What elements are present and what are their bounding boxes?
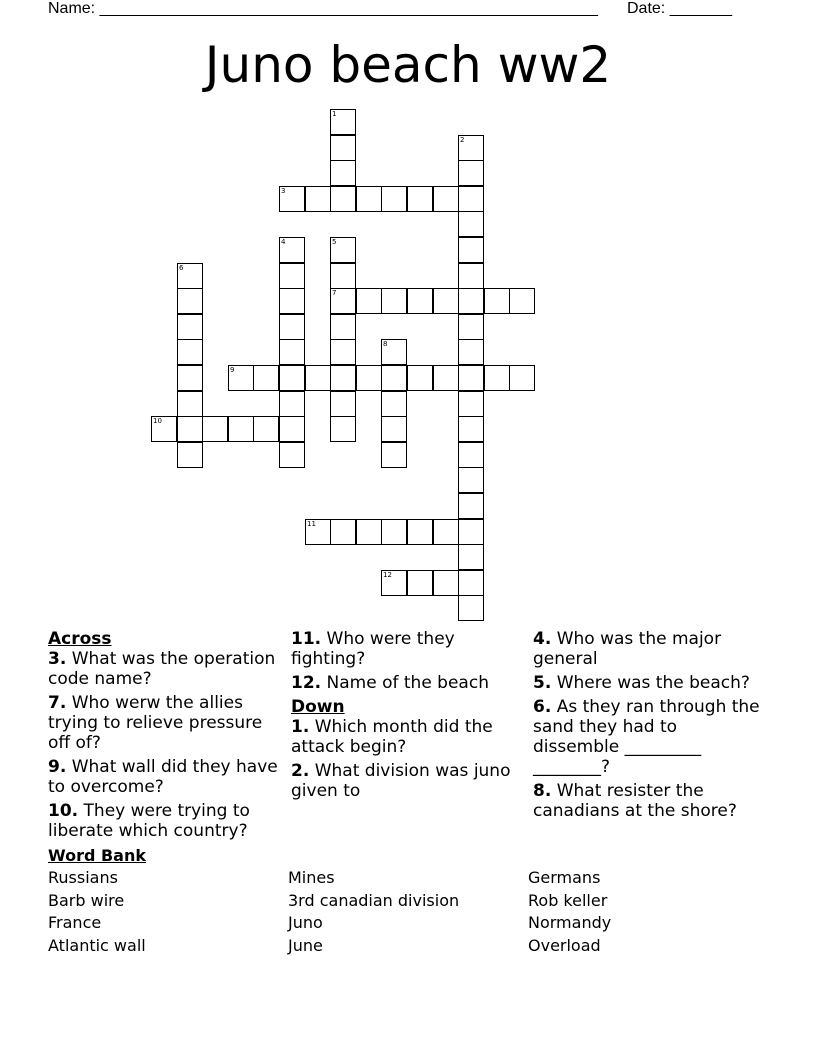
crossword-cell[interactable] <box>458 288 484 314</box>
crossword-cell[interactable] <box>279 365 305 391</box>
word-bank-item: Russians <box>48 868 118 887</box>
crossword-cell[interactable] <box>458 211 484 237</box>
word-bank-heading: Word Bank <box>48 846 147 865</box>
crossword-cell[interactable] <box>381 339 407 365</box>
crossword-cell[interactable] <box>458 365 484 391</box>
crossword-cell[interactable] <box>381 365 407 391</box>
crossword-cell[interactable] <box>407 365 433 391</box>
crossword-cell[interactable] <box>330 186 356 212</box>
word-bank-item: Juno <box>288 913 323 932</box>
crossword-cell[interactable] <box>253 365 279 391</box>
across-heading: Across <box>48 629 112 649</box>
word-bank-item: Normandy <box>528 913 612 932</box>
down-clue-6: 6. As they ran through the sand they had to dissemble _________ ________? <box>533 697 760 777</box>
date-line: _______ <box>669 0 732 17</box>
crossword-cell[interactable] <box>458 544 484 570</box>
crossword-cell[interactable] <box>356 288 382 314</box>
crossword-cell[interactable] <box>279 416 305 442</box>
crossword-cell[interactable] <box>433 570 459 596</box>
crossword-cell[interactable] <box>177 339 203 365</box>
crossword-cell[interactable] <box>433 288 459 314</box>
crossword-cell[interactable] <box>433 186 459 212</box>
word-bank-item: 3rd canadian division <box>288 891 460 910</box>
clue-number: 11 <box>307 520 316 528</box>
crossword-cell[interactable] <box>407 519 433 545</box>
clue-column-2 <box>291 629 521 805</box>
crossword-cell[interactable] <box>330 391 356 417</box>
clue-number: 4 <box>281 238 286 246</box>
crossword-cell[interactable] <box>509 288 535 314</box>
across-clue-7: 7. Who werw the allies trying to relieve pressure off of? <box>48 693 263 753</box>
word-bank-item: Barb wire <box>48 891 125 910</box>
crossword-cell[interactable] <box>279 314 305 340</box>
crossword-cell[interactable] <box>177 391 203 417</box>
crossword-cell[interactable] <box>177 263 203 289</box>
clue-number: 3 <box>281 187 286 195</box>
clue-number: 6 <box>179 264 184 272</box>
crossword-cell[interactable] <box>381 442 407 468</box>
word-bank-item: Mines <box>288 868 335 887</box>
down-clue-8: 8. What resister the canadians at the shore? <box>533 781 737 821</box>
crossword-cell[interactable] <box>381 186 407 212</box>
word-bank-item: France <box>48 913 102 932</box>
crossword-cell[interactable] <box>330 339 356 365</box>
crossword-cell[interactable] <box>253 416 279 442</box>
crossword-cell[interactable] <box>458 595 484 621</box>
crossword-cell[interactable] <box>330 288 356 314</box>
down-heading: Down <box>291 697 345 717</box>
word-bank-item: Atlantic wall <box>48 936 146 955</box>
crossword-cell[interactable] <box>202 416 228 442</box>
crossword-cell[interactable] <box>458 493 484 519</box>
crossword-cell[interactable] <box>458 186 484 212</box>
crossword-cell[interactable] <box>458 519 484 545</box>
crossword-cell[interactable] <box>458 391 484 417</box>
crossword-cell[interactable] <box>407 288 433 314</box>
crossword-cell[interactable] <box>381 391 407 417</box>
crossword-cell[interactable] <box>305 365 331 391</box>
crossword-cell[interactable] <box>330 109 356 135</box>
crossword-cell[interactable] <box>458 160 484 186</box>
crossword-cell[interactable] <box>228 365 254 391</box>
crossword-cell[interactable] <box>330 314 356 340</box>
crossword-cell[interactable] <box>330 160 356 186</box>
crossword-cell[interactable] <box>177 288 203 314</box>
crossword-cell[interactable] <box>458 442 484 468</box>
clue-number: 9 <box>230 366 235 374</box>
crossword-cell[interactable] <box>177 442 203 468</box>
crossword-cell[interactable] <box>381 570 407 596</box>
across-clue-12: 12. Name of the beach <box>291 673 489 693</box>
crossword-cell[interactable] <box>279 237 305 263</box>
crossword-cell[interactable] <box>177 416 203 442</box>
crossword-cell[interactable] <box>279 263 305 289</box>
crossword-cell[interactable] <box>305 519 331 545</box>
across-clue-10: 10. They were trying to liberate which country? <box>48 801 250 841</box>
clue-number: 2 <box>460 136 465 144</box>
crossword-cell[interactable] <box>177 314 203 340</box>
crossword-cell[interactable] <box>458 467 484 493</box>
crossword-cell[interactable] <box>330 237 356 263</box>
clue-number: 12 <box>383 571 392 579</box>
crossword-cell[interactable] <box>458 339 484 365</box>
crossword-cell[interactable] <box>458 237 484 263</box>
crossword-cell[interactable] <box>381 288 407 314</box>
crossword-cell[interactable] <box>279 442 305 468</box>
word-bank-item: Rob keller <box>528 891 608 910</box>
word-bank-item: Germans <box>528 868 601 887</box>
clue-number: 8 <box>383 340 388 348</box>
crossword-cell[interactable] <box>279 339 305 365</box>
clue-column-1 <box>48 629 288 845</box>
crossword-cell[interactable] <box>305 186 331 212</box>
crossword-cell[interactable] <box>458 135 484 161</box>
crossword-cell[interactable] <box>458 416 484 442</box>
down-clue-5: 5. Where was the beach? <box>533 673 750 693</box>
crossword-cell[interactable] <box>330 416 356 442</box>
across-clue-11: 11. Who were they fighting? <box>291 629 455 669</box>
across-clue-3: 3. What was the operation code name? <box>48 649 276 689</box>
crossword-cell[interactable] <box>356 186 382 212</box>
crossword-cell[interactable] <box>458 570 484 596</box>
crossword-cell[interactable] <box>407 570 433 596</box>
crossword-cell[interactable] <box>484 365 510 391</box>
clue-number: 1 <box>332 110 337 118</box>
crossword-cell[interactable] <box>330 135 356 161</box>
clue-number: 5 <box>332 238 337 246</box>
crossword-cell[interactable] <box>279 288 305 314</box>
crossword-cell[interactable] <box>458 314 484 340</box>
clue-number: 10 <box>153 417 162 425</box>
down-clue-1: 1. Which month did the attack begin? <box>291 717 493 757</box>
crossword-cell[interactable] <box>228 416 254 442</box>
clue-number: 7 <box>332 289 337 297</box>
down-clue-4: 4. Who was the major general <box>533 629 722 669</box>
name-label: Name: <box>48 0 96 17</box>
crossword-cell[interactable] <box>509 365 535 391</box>
crossword-cell[interactable] <box>484 288 510 314</box>
clue-column-3 <box>533 629 763 825</box>
crossword-cell[interactable] <box>151 416 177 442</box>
page-title: Juno beach ww2 <box>204 36 612 94</box>
crossword-cell[interactable] <box>433 365 459 391</box>
crossword-cell[interactable] <box>279 186 305 212</box>
across-clue-9: 9. What wall did they have to overcome? <box>48 757 278 797</box>
crossword-cell[interactable] <box>381 416 407 442</box>
crossword-cell[interactable] <box>433 519 459 545</box>
crossword-cell[interactable] <box>330 365 356 391</box>
crossword-cell[interactable] <box>279 391 305 417</box>
word-bank-item: June <box>288 936 323 955</box>
name-line: ________________________________________________________ <box>99 0 598 17</box>
word-bank-item: Overload <box>528 936 601 955</box>
down-clue-2: 2. What division was juno given to <box>291 761 511 801</box>
crossword-cell[interactable] <box>356 365 382 391</box>
crossword-cell[interactable] <box>381 519 407 545</box>
crossword-cell[interactable] <box>177 365 203 391</box>
crossword-cell[interactable] <box>458 263 484 289</box>
date-label: Date: <box>627 0 666 17</box>
crossword-cell[interactable] <box>330 263 356 289</box>
crossword-cell[interactable] <box>356 519 382 545</box>
crossword-cell[interactable] <box>330 519 356 545</box>
crossword-cell[interactable] <box>407 186 433 212</box>
